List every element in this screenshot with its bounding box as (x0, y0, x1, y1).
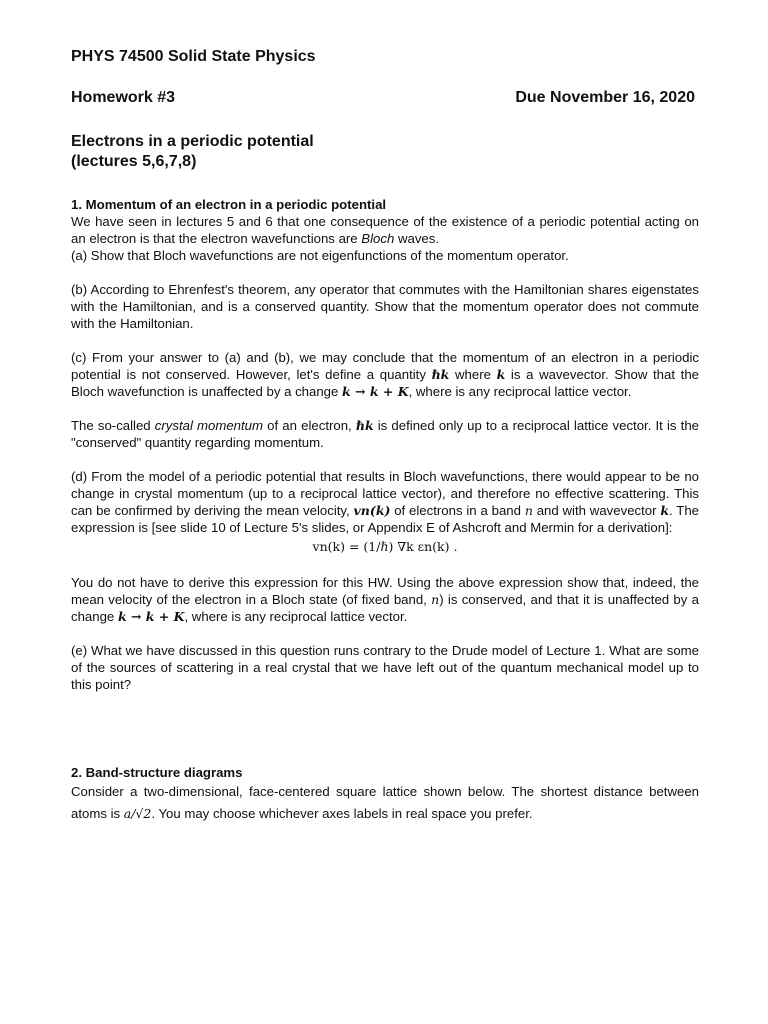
homework-number: Homework #3 (71, 89, 176, 106)
part-c-text-4: , where is any reciprocal lattice vector. (408, 384, 632, 399)
part-c-k: k (496, 367, 506, 382)
part-d-text-4: . The expression is [see slide 10 of Lecture 5's slides, or Appendix E of Ashcroft and Mermin for a derivation]: (71, 503, 699, 535)
part-d-continued (71, 574, 699, 625)
question-1-intro (71, 213, 699, 247)
part-c-text-3: is a wavevector. Show that the Bloch wavefunction is unaffected by a change (71, 367, 699, 399)
crystal-text-3: is defined only up to a reciprocal lattice vector. It is the "conserved" quantity regarding momentum. (71, 418, 699, 450)
part-d-text-7: , where is any reciprocal lattice vector. (184, 609, 408, 624)
part-d-text-6: ) is conserved, and that it is unaffected by a change (71, 592, 699, 624)
part-b: (b) According to Ehrenfest's theorem, any operator that commutes with the Hamiltonian shares eigenstates with the Hamiltonian, and is a conserved quantity. Show that the momentum operator does not commute with the Hamiltonian. (71, 282, 699, 331)
crystal-momentum-paragraph (71, 417, 699, 451)
part-c-text: (c) From your answer to (a) and (b), we may conclude that the momentum of an electron in a periodic potential is not conserved. However, let's define a quantity (71, 350, 699, 382)
part-d-k: k (660, 503, 670, 518)
question-2 (71, 764, 699, 825)
part-d-n2: n (431, 592, 440, 607)
part-d-text-2: of electrons in a band (390, 503, 525, 518)
crystal-momentum-term: crystal momentum (154, 418, 264, 433)
q2-text-2: . You may choose whichever axes labels in real space you prefer. (151, 806, 533, 821)
question-1-title: 1. Momentum of an electron in a periodic potential (71, 197, 387, 212)
topic-line-1: Electrons in a periodic potential (71, 133, 314, 150)
part-e: (e) What we have discussed in this question runs contrary to the Drude model of Lecture 1. What are some of the sources of scattering in a real crystal that we have left out of the quantum mechanical model up to this point? (71, 643, 699, 692)
question-2-text (71, 781, 699, 825)
part-d (71, 468, 699, 536)
part-a: (a) Show that Bloch wavefunctions are not eigenfunctions of the momentum operator. (71, 248, 569, 263)
intro-text-end: waves. (394, 231, 440, 246)
intro-text: We have seen in lectures 5 and 6 that one consequence of the existence of a periodic potential acting on an electron is that the electron wavefunctions are (71, 214, 699, 246)
part-d-velocity: vn(k) (353, 503, 391, 518)
intro-bloch-term: Bloch (361, 231, 395, 246)
part-c-change: k → k + K (342, 384, 409, 399)
part-d-text-5: You do not have to derive this expression for this HW. Using the above expression show that, indeed, the mean velocity of the electron in a Bloch state (of fixed band, (71, 575, 699, 607)
part-c-hk: ℏk (431, 367, 450, 382)
topic-line-2: (lectures 5,6,7,8) (71, 153, 197, 170)
part-d-text: (d) From the model of a periodic potential that results in Bloch wavefunctions, there would appear to be no change in crystal momentum (up to a reciprocal lattice vector), and therefore no effective scattering. This can be confirmed by deriving the mean velocity, (71, 469, 699, 518)
crystal-text: The so-called (71, 418, 155, 433)
crystal-hk: ℏk (355, 418, 374, 433)
due-date: Due November 16, 2020 (515, 89, 695, 106)
q2-distance: a/√2 (123, 806, 152, 821)
topic-heading (71, 132, 314, 172)
q2-text: Consider a two-dimensional, face-centered square lattice shown below. The shortest distance between atoms is (71, 784, 699, 821)
part-c (71, 349, 699, 400)
part-d-n: n (524, 503, 533, 518)
part-d-text-3: and with wavevector (532, 503, 661, 518)
question-2-title: 2. Band-structure diagrams (71, 765, 243, 780)
velocity-equation: vn(k) = (1/ℏ) ∇k εn(k) . (312, 539, 458, 554)
question-1 (71, 196, 699, 693)
part-d-change: k → k + K (117, 609, 185, 624)
part-c-text-2: where (449, 367, 497, 382)
course-title: PHYS 74500 Solid State Physics (71, 48, 316, 65)
crystal-text-2: of an electron, (263, 418, 356, 433)
